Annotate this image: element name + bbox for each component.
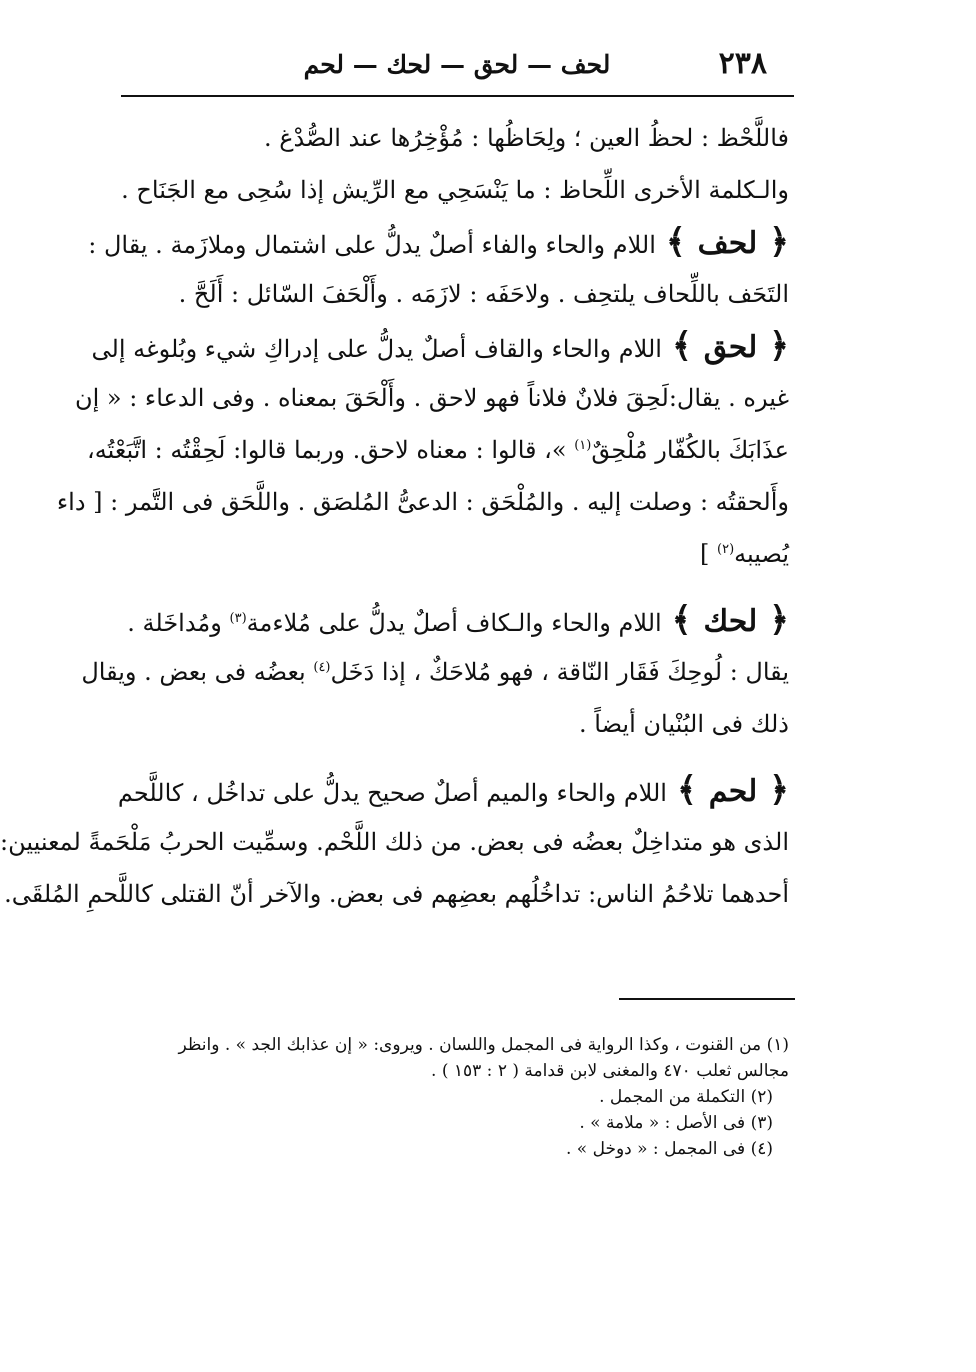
line-text: اللام والحاء والميم أصلٌ صحيح يدلُّ على تداخُل ، كاللَّحم bbox=[117, 779, 667, 807]
footnote-marker: (٣) bbox=[229, 611, 247, 626]
headword-text: لحق bbox=[703, 330, 758, 365]
footnote: (١) من القنوت ، وكذا الرواية فى المجمل واللسان . ويروى: « إن عذابك الجد » . وانظر bbox=[178, 1035, 789, 1055]
text-line bbox=[56, 476, 789, 528]
line-text: التَحَف باللِّحاف يلتحِف . ولاحَفَه : لازَمَه . وأَلْحَفَ السّائل : أَلَحَّ . bbox=[178, 280, 789, 308]
line-text: يقال : لُوحِكَ فَقَار النّاقة ، فهو مُلاحَكٌ ، إذا دَخَل bbox=[330, 658, 789, 686]
line-text: الذى هو متداخِلٌ بعضُه فى بعض. من ذلك اللَّحْم. وسمِّيت الحربُ مَلْحَمةً لمعنيين: bbox=[0, 828, 789, 856]
line-text: فاللَّحْظ : لحظُ العين ؛ ولِحَاظُها : مُؤْخِرُها عند الصُّدْغ . bbox=[263, 124, 789, 152]
line-text: ذلك فى البُنْيان أيضاً . bbox=[579, 710, 789, 738]
line-text: اللام والحاء والـكاف أصلٌ يدلُّ على مُلاءمة bbox=[246, 609, 662, 637]
ornate-bracket-open: ﴿ bbox=[757, 770, 789, 810]
text-line bbox=[109, 164, 789, 216]
text-line bbox=[109, 268, 789, 320]
footnote-divider bbox=[619, 998, 795, 1000]
entry-line bbox=[88, 216, 789, 268]
ornate-bracket-open: ﴿ bbox=[757, 222, 789, 262]
text-line bbox=[74, 372, 789, 424]
ornate-bracket-open: ﴿ bbox=[757, 600, 789, 640]
running-header bbox=[121, 44, 793, 92]
entry-line bbox=[109, 594, 789, 646]
text-line bbox=[4, 868, 789, 920]
text-line bbox=[109, 698, 789, 750]
line-text-continued: بعضُه فى بعض . ويقال bbox=[81, 658, 314, 686]
body-text bbox=[0, 112, 789, 920]
line-text: اللام والحاء والفاء أصلٌ يدلُّ على اشتمال وملازَمة . يقال : bbox=[88, 231, 656, 259]
footnotes bbox=[109, 1032, 789, 1162]
line-text: أحدهما تلاحُمُ الناس: تداخُلُهم بعضِهم فى بعض. والآخر أنّ القتلى كاللَّحمِ المُلقَى. bbox=[4, 880, 789, 908]
footnote: (٣) فى الأصل : « ملامة » . bbox=[579, 1113, 773, 1133]
text-line bbox=[0, 816, 789, 868]
entry-headword bbox=[672, 594, 789, 648]
entry-line bbox=[109, 764, 789, 816]
line-text: عذَابَكَ بالكُفّار مُلْحِقٌ bbox=[591, 436, 789, 464]
line-text: اللام والحاء والقاف أصلٌ يدلُّ على إدراكِ شيء وبُلوغه إلى bbox=[91, 335, 662, 363]
footnote-marker: (١) bbox=[574, 438, 592, 453]
text-line bbox=[87, 424, 789, 476]
ornate-bracket-close: ﴾ bbox=[665, 222, 698, 262]
footnote: (٢) التكملة من المجمل . bbox=[599, 1087, 773, 1107]
headword-text: لحم bbox=[708, 774, 758, 809]
line-text: يُصيبه bbox=[734, 540, 789, 568]
entry-line bbox=[91, 320, 789, 372]
header-divider bbox=[121, 95, 794, 97]
line-text-continued: ومُداخَلة . bbox=[127, 609, 230, 637]
entry-headword bbox=[672, 320, 789, 374]
text-line bbox=[81, 646, 789, 698]
entry-headword bbox=[666, 216, 789, 270]
ornate-bracket-close: ﴾ bbox=[676, 770, 709, 810]
footnote: (٤) فى المجمل : « دوخل » . bbox=[565, 1139, 773, 1159]
ornate-bracket-open: ﴿ bbox=[757, 326, 789, 366]
footnote-marker: (٢) bbox=[717, 542, 735, 557]
headword-text: لحك bbox=[703, 604, 758, 639]
headword-text: لحف bbox=[697, 226, 758, 261]
line-text: وأَلحقتُه : وصلت إليه . والمُلْحَق : الدعىُّ المُلصَق . واللَّحَق فى التَّمر : [ داء bbox=[56, 488, 789, 516]
footnote: مجالس ثعلب ٤٧٠ والمغنى لابن قدامة ( ٢ : ١٥٣ ) . bbox=[431, 1061, 789, 1081]
line-text: والـكلمة الأخرى اللِّحاظ : ما يَنْسَحِي مع الرِّيش إذا سُحِى مع الجَنَاح . bbox=[121, 176, 789, 204]
ornate-bracket-close: ﴾ bbox=[671, 326, 704, 366]
footnote-marker: (٤) bbox=[313, 660, 331, 675]
page-number: ٢٣٨ bbox=[718, 46, 767, 81]
running-title: لحف — لحق — لحك — لحم bbox=[303, 50, 611, 79]
ornate-bracket-close: ﴾ bbox=[671, 600, 704, 640]
line-text-continued: »، قالوا : معناه لاحق. وربما قالوا: لَحِقْتُه : اتَّبَعْتُه، bbox=[87, 436, 575, 464]
text-line bbox=[109, 528, 789, 580]
text-line bbox=[109, 112, 789, 164]
entry-headword bbox=[677, 764, 789, 818]
line-text: غيره . يقال:لَحِقَ فلانٌ فلاناً فهو لاحق . وأَلْحَقَ بمعناه . وفى الدعاء : « إن bbox=[74, 384, 789, 412]
line-text-continued: ] bbox=[700, 540, 718, 568]
